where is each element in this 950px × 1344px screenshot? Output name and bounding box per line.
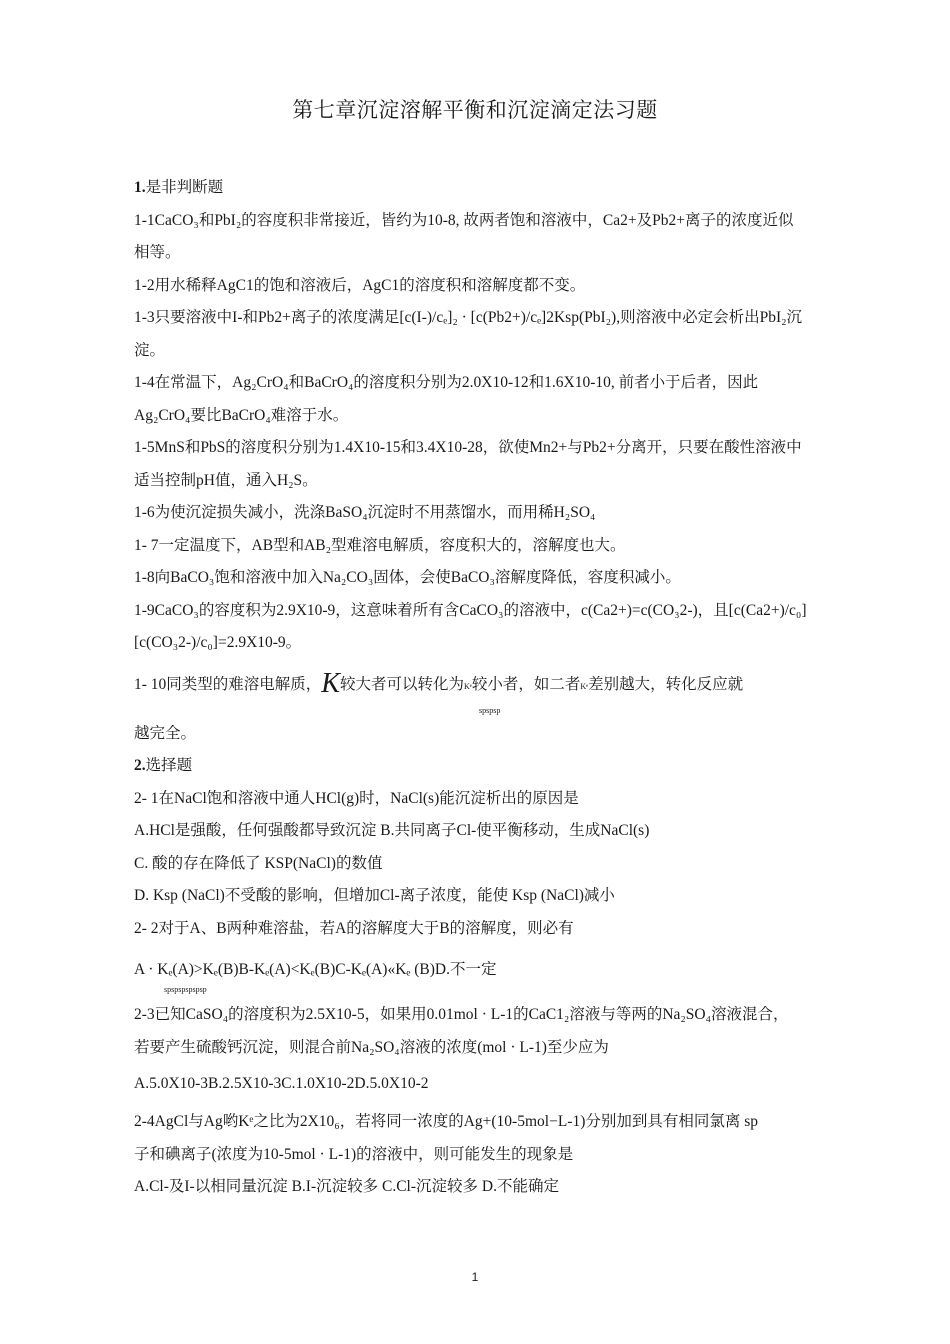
question-line: 1-2用水稀释AgC1的饱和溶液后，AgC1的溶度积和溶解度都不变。 bbox=[134, 276, 586, 294]
k-symbol: K bbox=[321, 667, 340, 699]
question-line: 2- 1在NaCl饱和溶液中通人HCl(g)时，NaCl(s)能沉淀析出的原因是 bbox=[134, 789, 579, 807]
page-number: 1 bbox=[471, 1270, 479, 1284]
section-number: 2. bbox=[134, 757, 146, 774]
question-line: [c(CO₃2-)/c₀]=2.9X10-9。 bbox=[134, 634, 302, 651]
question-line: 适当控制pH值，通入H₂S。 bbox=[134, 471, 318, 489]
question-line: 相等。 bbox=[134, 244, 181, 261]
section-heading-true-false bbox=[134, 172, 864, 205]
question-line: 2-3已知CaSO₄的溶度积为2.5X10-5，如果用0.01mol · L-1的CaC1₂溶液与等两的Na₂SO₄溶液混合， bbox=[134, 1006, 789, 1023]
question-line: 1- 7一定温度下，AB型和AB₂型难溶电解质，容度积大的，溶解度也大。 bbox=[134, 536, 626, 554]
question-line: 子和碘离子(浓度为10-5mol · L-1)的溶液中，则可能发生的现象是 bbox=[134, 1145, 574, 1163]
section-heading-choice bbox=[134, 750, 864, 783]
subscript-text: spspspspspsp bbox=[164, 985, 207, 994]
question-line-10 bbox=[134, 668, 864, 704]
section-heading-text: 选择题 bbox=[145, 757, 193, 774]
subscript-text: spspsp bbox=[479, 705, 501, 715]
question-line: 1-4在常温下，Ag₂CrO₄和BaCrO₄的溶度积分别为2.0X10-12和1.6X10-10, 前者小于后者，因此 bbox=[134, 374, 759, 391]
question-line: 2- 2对于A、B两种难溶盐，若A的溶解度大于B的溶解度，则必有 bbox=[134, 919, 574, 937]
question-line: 淀。 bbox=[134, 341, 166, 359]
question-text: 差别越大，转化反应就 bbox=[588, 675, 744, 693]
question-text: 较小者，如二者 bbox=[471, 675, 581, 693]
question-line: 1-6为使沉淀损失减小，洗涤BaSO₄沉淀时不用蒸馏水，而用稀H₂SO₄ bbox=[134, 504, 596, 521]
question-line: 1-1CaCO₃和PbI₂的容度积非常接近，皆约为10-8, 故两者饱和溶液中，Ca2+及Pb2+离子的浓度近似 bbox=[134, 211, 794, 229]
question-line: 1-8向BaCO₃饱和溶液中加入Na₂CO₃固体，会使BaCO₃溶解度降低，容度积减小。 bbox=[134, 569, 681, 586]
question-line: Ag₂CrO₄要比BaCrO₄难溶于水。 bbox=[134, 406, 349, 424]
page-title: 第七章沉淀溶解平衡和沉淀滴定法习题 bbox=[292, 98, 658, 122]
question-text: 较大者可以转化为 bbox=[339, 675, 464, 693]
k-symbol: Kᵉ bbox=[580, 681, 589, 691]
option-line: D. Ksp (NaCl)不受酸的影响，但增加Cl-离子浓度，能使 Ksp (NaCl)减小 bbox=[134, 887, 615, 904]
section-heading-text: 是非判断题 bbox=[145, 179, 224, 196]
k-symbol: Kᵉ bbox=[464, 681, 472, 691]
option-line: A.Cl-及I-以相同量沉淀 B.I-沉淀较多 C.Cl-沉淀较多 D.不能确定 bbox=[134, 1178, 559, 1195]
question-line: 1-5MnS和PbS的溶度积分别为1.4X10-15和3.4X10-28，欲使Mn2+与Pb2+分离开，只要在酸性溶液中 bbox=[134, 439, 802, 456]
option-line: A.HCl是强酸，任何强酸都导致沉淀 B.共同离子Cl-使平衡移动，生成NaCl(s) bbox=[134, 822, 650, 839]
option-line: A · Kₑ(A)>Kₑ(B)B-Kₑ(A)<Kₑ(B)C-Kₑ(A)«Kₑ (B)D.不一定 bbox=[134, 961, 497, 978]
subscript-line bbox=[134, 983, 864, 995]
question-line: 2-4AgCl与Ag哟Kᵉ之比为2X10₆，若将同一浓度的Ag+(10-5mol−L-1)分别加到具有相同氯离 sp bbox=[134, 1113, 759, 1130]
question-line: 1-3只要溶液中I-和Pb2+离子的浓度满足[c(I-)/cₑ]₂ · [c(Pb2+)/cₑ]2Ksp(PbI₂),则溶液中必定会析出PbI₂沉 bbox=[134, 309, 803, 326]
subscript-line bbox=[134, 704, 864, 716]
question-line: 若要产生硫酸钙沉淀，则混合前Na₂SO₄溶液的浓度(mol · L-1)至少应为 bbox=[134, 1038, 609, 1056]
section-number: 1. bbox=[134, 179, 146, 196]
option-line: A.5.0X10-3B.2.5X10-3C.1.0X10-2D.5.0X10-2 bbox=[134, 1075, 429, 1092]
question-text: 1- 10同类型的难溶电解质， bbox=[134, 675, 322, 693]
question-line: 越完全。 bbox=[134, 724, 197, 742]
question-line: 1-9CaCO₃的容度积为2.9X10-9，这意味着所有含CaCO₃的溶液中，c(Ca2+)=c(CO₃2-)，且[c(Ca2+)/c₀] bbox=[134, 601, 807, 619]
option-line: C. 酸的存在降低了 KSP(NaCl)的数值 bbox=[134, 854, 383, 872]
document-body bbox=[134, 172, 864, 1204]
